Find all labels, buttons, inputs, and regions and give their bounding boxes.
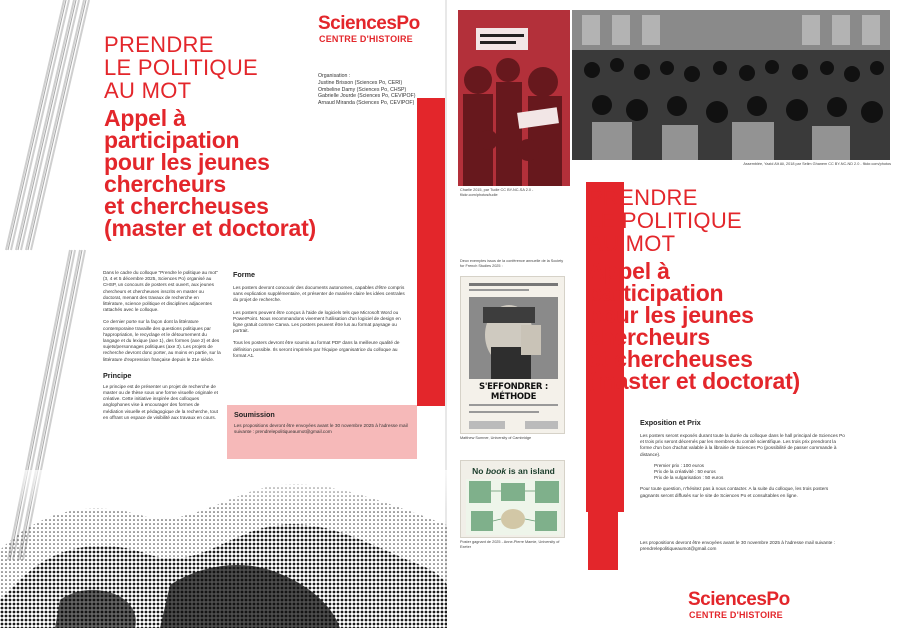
submission-heading: Soumission bbox=[234, 410, 275, 419]
intro-paragraph: Ce dernier porte sur la façon dont la littérature contemporaine travaille des questions politiques par l'appropriation, le recyclage et le détournement du langage et du lexique (axe 1), des formes (axe 2) et des sujets/personnages politiques (axe 3). Les projets de recherche devront donc porter, au moins en partie, sur la littérature d'expression française depuis le 21e siècle. bbox=[103, 319, 221, 362]
subtitle-line: Appel à bbox=[104, 105, 186, 131]
expo-text: Les posters seront exposés durant toute la durée du colloque dans le hall principal de Sciences Po et trois prix seront décernés par les membres du comité scientifique. Les trois prix prendront la forme d'un bon d'achat valable à la librairie de Sciences Po (possibilité de passer commande à distance). bbox=[640, 433, 845, 457]
subtitle-line: pour les jeunes bbox=[588, 302, 754, 328]
organiser: Justine Brisson (Sciences Po, CERI) bbox=[318, 79, 403, 86]
sciencespo-logo bbox=[318, 14, 420, 45]
organiser: Gabrielle Jourde (Sciences Po, CEVIPOF) bbox=[318, 93, 416, 100]
title-line: AU MOT bbox=[588, 231, 676, 256]
logo-sub-text: CENTRE D'HISTOIRE bbox=[319, 34, 413, 44]
subtitle-line: et chercheuses bbox=[104, 193, 269, 219]
title-line: LE POLITIQUE bbox=[588, 208, 742, 233]
island-title-part: book bbox=[485, 466, 507, 476]
submission-text: Les propositions devront être envoyées avant le 30 novembre 2025 à l'adresse mail suivante : prendrelepolitiqueaumot@gmail.com bbox=[234, 423, 408, 435]
principle-heading: Principe bbox=[103, 370, 132, 380]
title-line: PRENDRE bbox=[104, 32, 214, 57]
subtitle-line: (master et doctorat) bbox=[588, 368, 800, 394]
subtitle-line: (master et doctorat) bbox=[104, 215, 316, 241]
island-title-part: is an island bbox=[508, 466, 555, 476]
poster-subtitle bbox=[104, 107, 316, 239]
island-poster-image bbox=[460, 460, 565, 538]
subtitle-line: participation bbox=[588, 280, 724, 306]
film-poster-image bbox=[460, 276, 565, 434]
organisation-label: Organisation : bbox=[318, 73, 351, 79]
photo-caption: Assemblée, Yazid Aït Ali, 2018 par Selim Ghanem CC BY-NC-ND 2.0 - flickr.com/photos bbox=[743, 162, 891, 166]
examples-caption: Deux exemples issus de la conférence annuelle de la Society for French Studies 2025 : bbox=[460, 259, 564, 268]
crowd-photo bbox=[572, 10, 890, 160]
poster-title bbox=[104, 33, 258, 102]
prize-item: Prix de la vulgarisation : 50 euros bbox=[654, 475, 724, 481]
subtitle-line: chercheurs bbox=[588, 324, 711, 350]
photo-caption: Charlie 2015, par Tudie CC BY-NC-SA 2.0 - flickr.com/photos/tudie bbox=[460, 188, 534, 197]
subtitle-line: et chercheuses bbox=[588, 346, 753, 372]
logo-sub-text: CENTRE D'HISTOIRE bbox=[689, 610, 783, 620]
red-accent-bar-lower bbox=[588, 420, 618, 570]
prize-item: Premier prix : 100 euros bbox=[654, 462, 705, 468]
logo-main-text: SciencesPo bbox=[688, 589, 790, 610]
subtitle-line: chercheurs bbox=[104, 171, 227, 197]
protest-photo bbox=[458, 10, 570, 186]
prize-item: Prix de la créativité : 50 euros bbox=[654, 469, 716, 475]
island-caption: Poster gagnant de 2025 - Anne-Pierre Mamie, University of Exeter bbox=[460, 540, 560, 549]
halftone-sculpture-image bbox=[0, 470, 447, 628]
logo-main-text: SciencesPo bbox=[318, 13, 420, 34]
organisation-block bbox=[318, 73, 415, 107]
film-caption: Matthew Sumner, University of Cambridge bbox=[460, 436, 532, 440]
red-accent-bar bbox=[417, 98, 445, 406]
poster-right bbox=[458, 6, 892, 628]
expo-heading: Exposition et Prix bbox=[640, 418, 701, 427]
intro-paragraph: Dans le cadre du colloque "Prendre le politique au mot" (3, 4 et 5 décembre 2025, Sciences Po) organisé au CHSP, un concours de posters est ouvert, aux jeunes chercheurs et chercheuses inscrits en master ou doctorat, menant des travaux de recherche en littérature, science politique et disciplines adjacentes rattachés avec le colloque. bbox=[103, 270, 218, 313]
film-title: S'EFFONDRER : MÉTHODE bbox=[479, 382, 548, 402]
principle-text: Le principe est de présenter un projet de recherche de master ou de thèse sous une forme visuelle originale et créative. Cette initiative inspirée des colloques anglophones vise à encourager des formes de médiation visuelle et pédagogique de la recherche, tout en offrant un espace de visibilité aux travaux en cours. bbox=[103, 383, 218, 420]
poster-left bbox=[0, 0, 447, 628]
proposal-block bbox=[640, 540, 845, 552]
form-heading: Forme bbox=[233, 270, 255, 279]
title-line: AU MOT bbox=[104, 78, 192, 103]
sciencespo-logo bbox=[688, 590, 790, 621]
form-paragraph: Les posters peuvent être conçus à l'aide de logiciels tels que Microsoft Word ou PowerPoint. Nous recommandons vivement l'utilisation d'un logiciel de design en ligne gratuit comme Canva. Les posters peuvent être lus au format paysage ou portrait. bbox=[233, 309, 401, 334]
contact-text: Pour toute question, n'hésitez pas à nous contacter. A la suite du colloque, les trois posters gagnants seront diffusés sur le site de Sciences Po et consultables en ligne. bbox=[640, 486, 829, 498]
exposition-block bbox=[640, 418, 845, 499]
form-paragraph: Tous les posters devront être soumis au format PDF dans la meilleure qualité de définition possible. Ils seront imprimés par l'équipe organisatrice du colloque au format A1. bbox=[233, 340, 400, 358]
intro-column bbox=[103, 270, 221, 421]
title-line: PRENDRE bbox=[588, 185, 698, 210]
form-paragraph: Les posters devront concourir des documents autonomes, capables d'être compris sans explication supplémentaire, et présenter de manière claire les idées centrales du projet de recherche. bbox=[233, 285, 405, 303]
organiser: Arnaud Miranda (Sciences Po, CEVIPOF) bbox=[318, 100, 415, 107]
poster-title bbox=[588, 186, 742, 255]
proposal-text: Les propositions devront être envoyées avant le 30 novembre 2025 à l'adresse mail suivante : prendrelepolitiqueaumot@gmail.com bbox=[640, 540, 836, 552]
submission-box bbox=[227, 405, 417, 459]
form-column bbox=[233, 270, 408, 359]
island-title-part: No bbox=[472, 466, 484, 476]
subtitle-line: participation bbox=[104, 127, 240, 153]
subtitle-line: pour les jeunes bbox=[104, 149, 270, 175]
poster-subtitle bbox=[588, 260, 800, 392]
subtitle-line: Appel à bbox=[588, 258, 670, 284]
organiser: Ombeline Damy (Sciences Po, CHSP) bbox=[318, 86, 407, 93]
title-line: LE POLITIQUE bbox=[104, 55, 258, 80]
